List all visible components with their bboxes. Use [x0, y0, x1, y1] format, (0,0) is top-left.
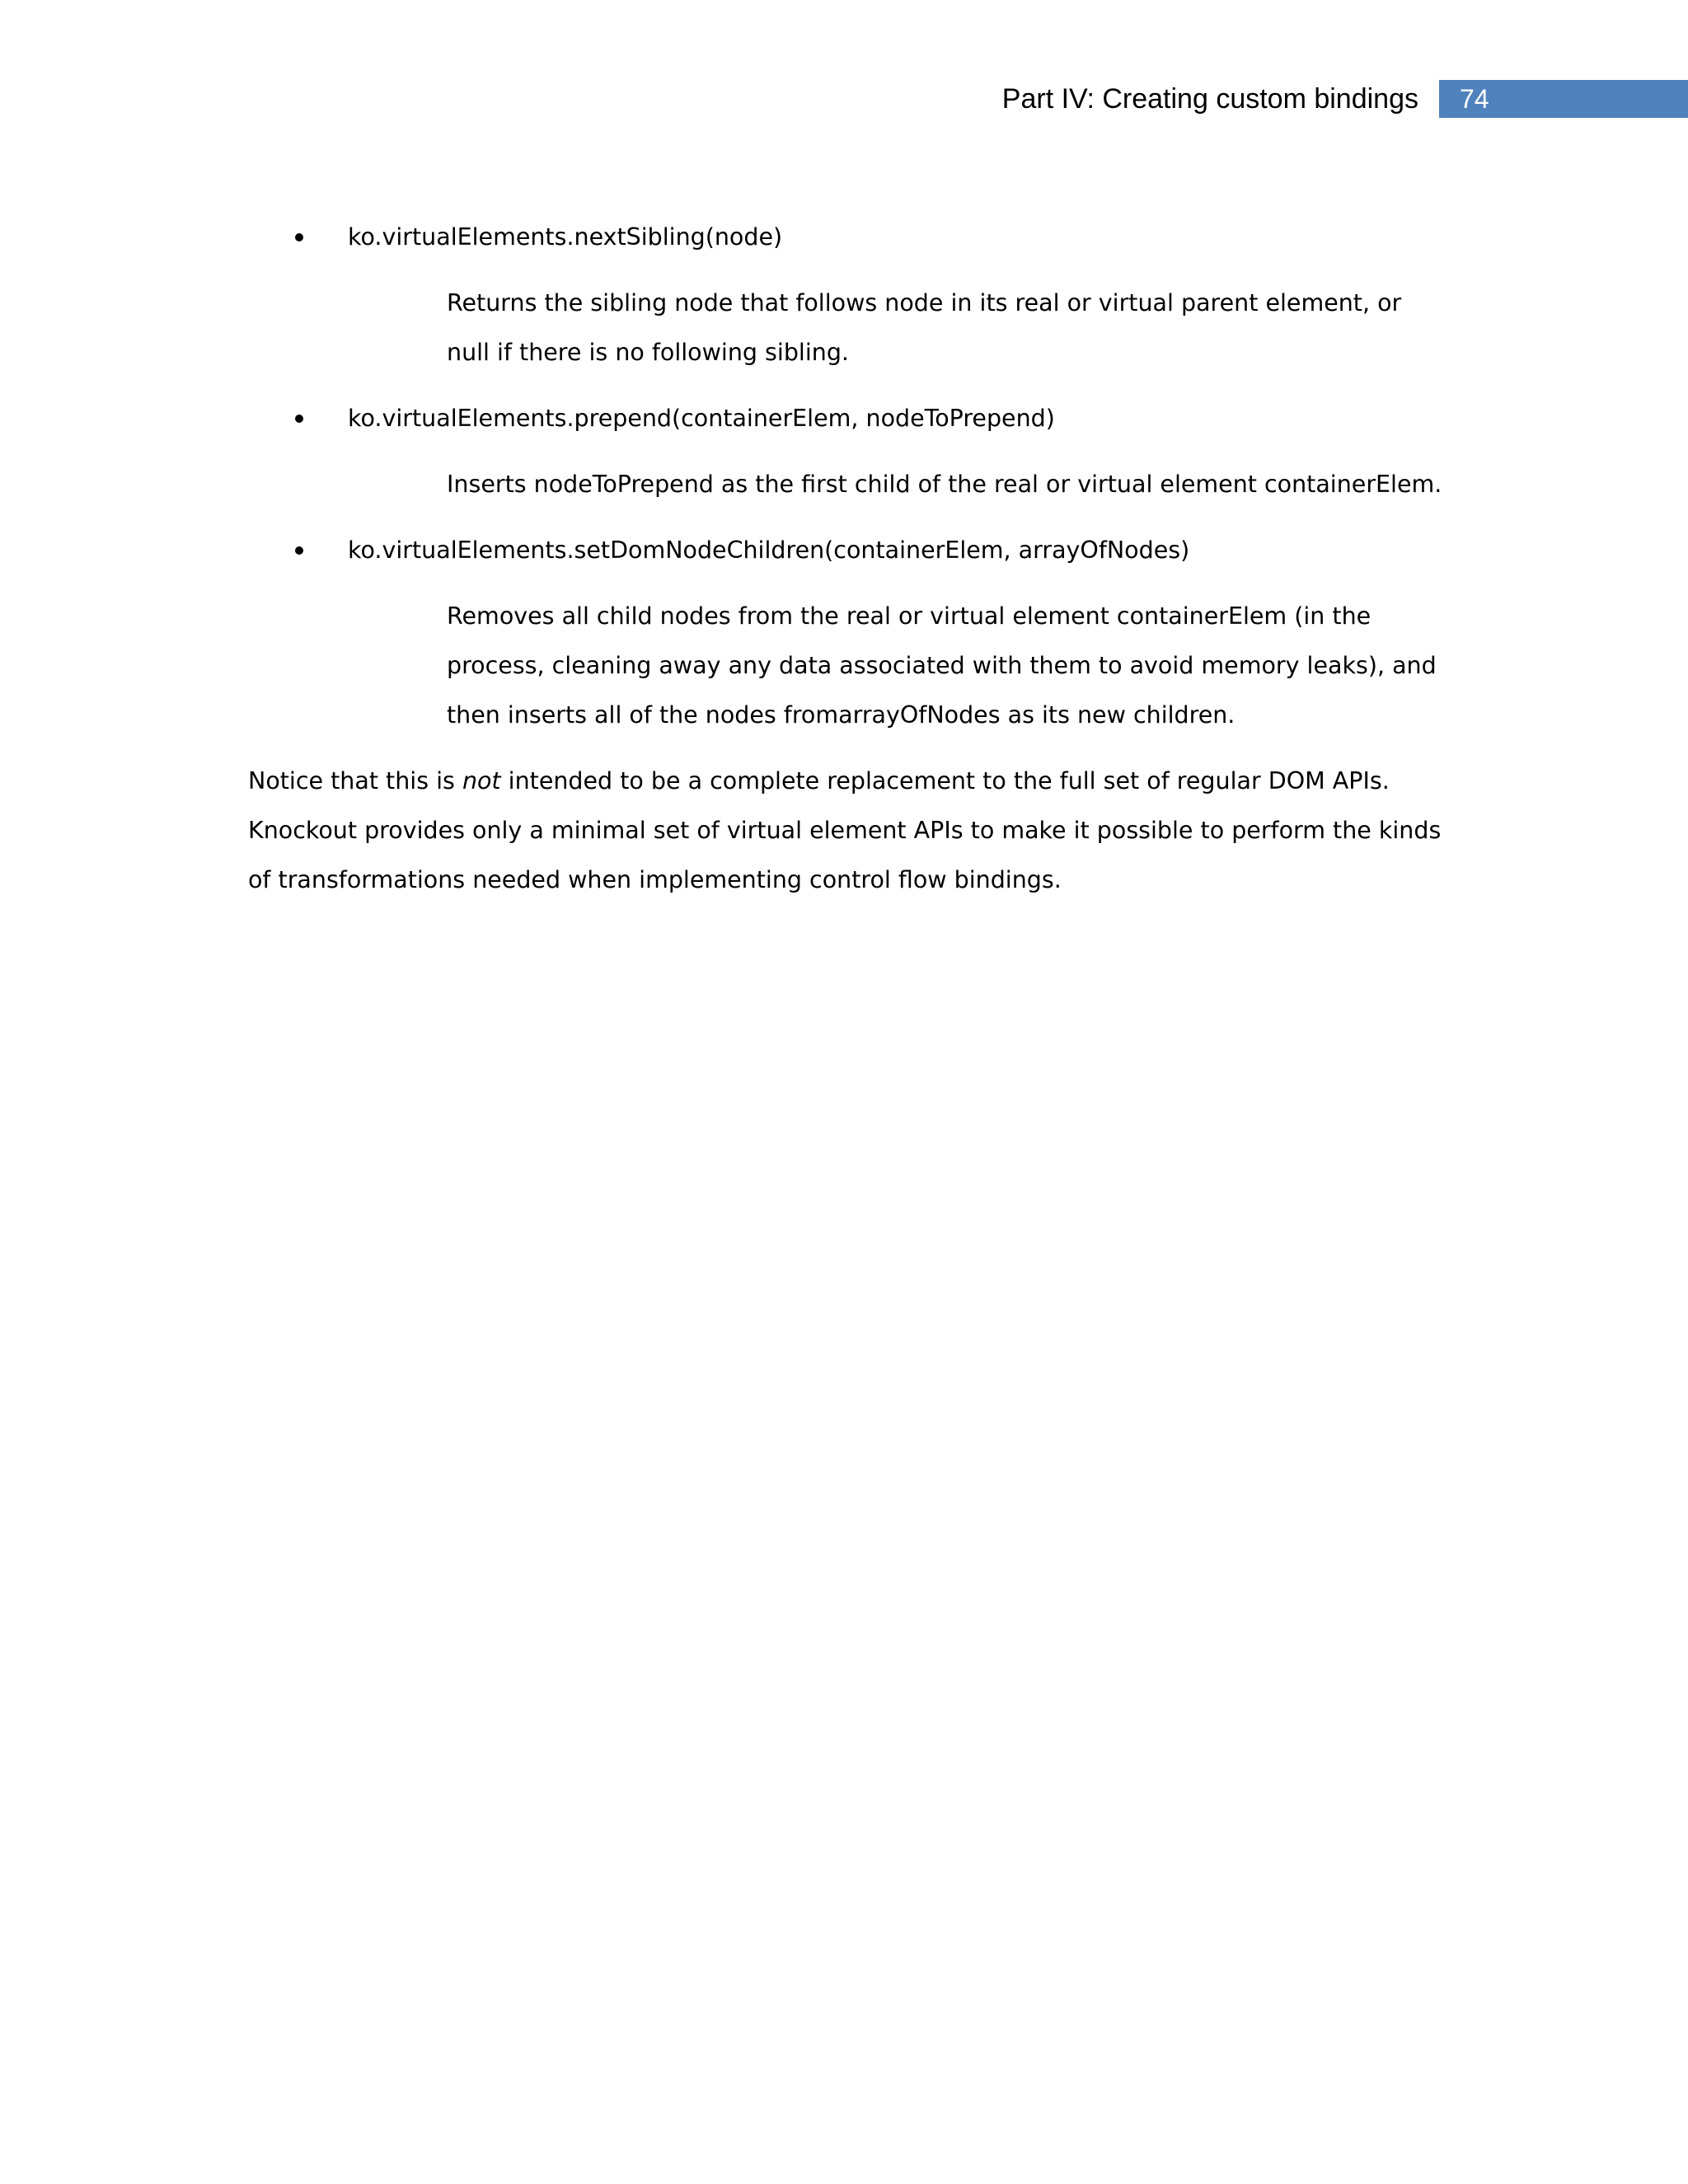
page-body — [248, 213, 1451, 905]
running-header — [1002, 79, 1688, 119]
bullet-icon — [295, 546, 303, 555]
api-description: Returns the sibling node that follows node in its real or virtual parent element, or null if there is no following sibling. — [447, 289, 1402, 366]
api-description: Removes all child nodes from the real or virtual element containerElem (in the process, cleaning away any data associated with them to avoid memory leaks), and then inserts all of the nodes fromarrayOfNodes as its new children. — [447, 602, 1437, 729]
notice-text-start: Notice that this is — [248, 767, 462, 794]
bullet-icon — [295, 233, 303, 241]
header-title: Part IV: Creating custom bindings — [1001, 82, 1418, 115]
api-signature: ko.virtualElements.nextSibling(node) — [348, 223, 783, 251]
notice-paragraph — [248, 757, 1451, 905]
bullet-icon — [295, 415, 303, 423]
notice-text-end: intended to be a complete replacement to the full set of regular DOM APIs. Knockout provides only a minimal set of virtual element APIs to make it possible to perform the kinds of transformations needed when implementing control flow bindings. — [248, 767, 1442, 893]
notice-emphasis: not — [462, 767, 501, 794]
page-number: 74 — [1439, 80, 1688, 118]
list-item — [248, 394, 1451, 443]
list-item — [248, 526, 1451, 575]
api-signature: ko.virtualElements.prepend(containerElem, nodeToPrepend) — [348, 405, 1055, 432]
api-signature: ko.virtualElements.setDomNodeChildren(containerElem, arrayOfNodes) — [348, 537, 1190, 564]
list-item — [248, 213, 1451, 262]
api-description: Inserts nodeToPrepend as the first child of the real or virtual element containerElem. — [447, 471, 1442, 498]
